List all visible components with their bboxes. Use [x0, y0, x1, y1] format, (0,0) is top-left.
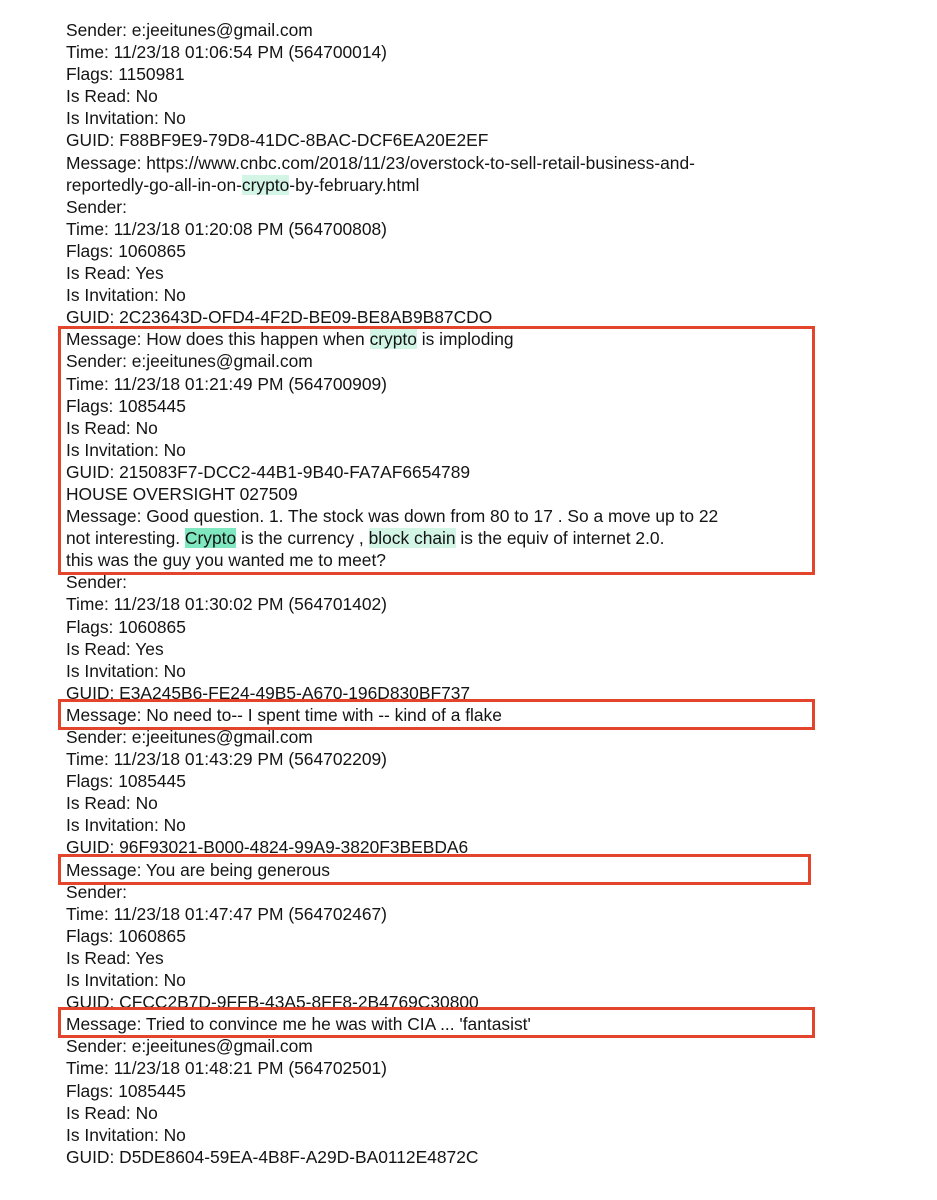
is-invitation-line: Is Invitation: No	[66, 815, 186, 836]
flags-line: Flags: 1060865	[66, 616, 186, 637]
guid-line: GUID: F88BF9E9-79D8-41DC-8BAC-DCF6EA20E2EF	[66, 130, 489, 151]
time-line: Time: 11/23/18 01:43:29 PM (564702209)	[66, 749, 387, 770]
time-line: Time: 11/23/18 01:20:08 PM (564700808)	[66, 218, 387, 239]
message-log	[66, 19, 826, 1168]
sender-line: Sender: e:jeeitunes@gmail.com	[66, 1036, 313, 1057]
guid-line: GUID: E3A245B6-FE24-49B5-A670-196D830BF737	[66, 682, 471, 703]
flags-line: Flags: 1085445	[66, 771, 186, 792]
sender-line: Sender:	[66, 881, 127, 902]
keyword-highlight: block chain	[368, 528, 456, 549]
message-line: Message: Tried to convince me he was with CIA ... 'fantasist'	[66, 1014, 531, 1035]
guid-line: GUID: D5DE8604-59EA-4B8F-A29D-BA0112E4872C	[66, 1146, 479, 1167]
flags-line: Flags: 1060865	[66, 925, 186, 946]
is-invitation-line: Is Invitation: No	[66, 660, 186, 681]
guid-line: GUID: 215083F7-DCC2-44B1-9B40-FA7AF6654789	[66, 461, 471, 482]
sender-line: Sender: e:jeeitunes@gmail.com	[66, 351, 313, 372]
flags-line: Flags: 1085445	[66, 1080, 186, 1101]
is-invitation-line: Is Invitation: No	[66, 108, 186, 129]
text-line: this was the guy you wanted me to meet?	[66, 550, 386, 571]
sender-line: Sender:	[66, 196, 127, 217]
is-read-line: Is Read: Yes	[66, 263, 164, 284]
flags-line: Flags: 1150981	[66, 64, 185, 85]
guid-line: GUID: 96F93021-B000-4824-99A9-3820F3BEBDA6	[66, 837, 469, 858]
message-line: Message: How does this happen when crypto is imploding	[66, 329, 514, 350]
is-invitation-line: Is Invitation: No	[66, 285, 186, 306]
text-line: reportedly-go-all-in-on-crypto-by-february.html	[66, 174, 420, 195]
flags-line: Flags: 1085445	[66, 395, 186, 416]
is-read-line: Is Read: Yes	[66, 947, 164, 968]
keyword-highlight: crypto	[369, 329, 417, 350]
keyword-highlight: Crypto	[184, 528, 237, 549]
time-line: Time: 11/23/18 01:30:02 PM (564701402)	[66, 594, 387, 615]
time-line: Time: 11/23/18 01:21:49 PM (564700909)	[66, 373, 387, 394]
message-line: Message: No need to-- I spent time with -- kind of a flake	[66, 704, 502, 725]
message-line: Message: You are being generous	[66, 859, 330, 880]
is-read-line: Is Read: No	[66, 86, 158, 107]
text-line: not interesting. Crypto is the currency , block chain is the equiv of internet 2.0.	[66, 528, 665, 549]
time-line: Time: 11/23/18 01:47:47 PM (564702467)	[66, 903, 387, 924]
sender-line: Sender: e:jeeitunes@gmail.com	[66, 20, 313, 40]
keyword-highlight: crypto	[241, 174, 290, 195]
is-invitation-line: Is Invitation: No	[66, 439, 186, 460]
is-read-line: Is Read: No	[66, 793, 158, 814]
guid-line: GUID: CFCC2B7D-9FFB-43A5-8FF8-2B4769C30800	[66, 992, 479, 1013]
flags-line: Flags: 1060865	[66, 240, 186, 261]
text-line: HOUSE OVERSIGHT 027509	[66, 483, 298, 504]
message-line: Message: Good question. 1. The stock was down from 80 to 17 . So a move up to 22	[66, 506, 719, 527]
is-read-line: Is Read: Yes	[66, 638, 164, 659]
message-line: Message: https://www.cnbc.com/2018/11/23/overstock-to-sell-retail-business-and-	[66, 152, 695, 173]
is-read-line: Is Read: No	[66, 417, 158, 438]
is-invitation-line: Is Invitation: No	[66, 1124, 186, 1145]
sender-line: Sender:	[66, 572, 127, 593]
sender-line: Sender: e:jeeitunes@gmail.com	[66, 727, 313, 747]
time-line: Time: 11/23/18 01:06:54 PM (564700014)	[66, 42, 387, 63]
time-line: Time: 11/23/18 01:48:21 PM (564702501)	[66, 1058, 387, 1079]
is-read-line: Is Read: No	[66, 1102, 158, 1123]
is-invitation-line: Is Invitation: No	[66, 970, 186, 991]
guid-line: GUID: 2C23643D-OFD4-4F2D-BE09-BE8AB9B87CDO	[66, 307, 493, 328]
